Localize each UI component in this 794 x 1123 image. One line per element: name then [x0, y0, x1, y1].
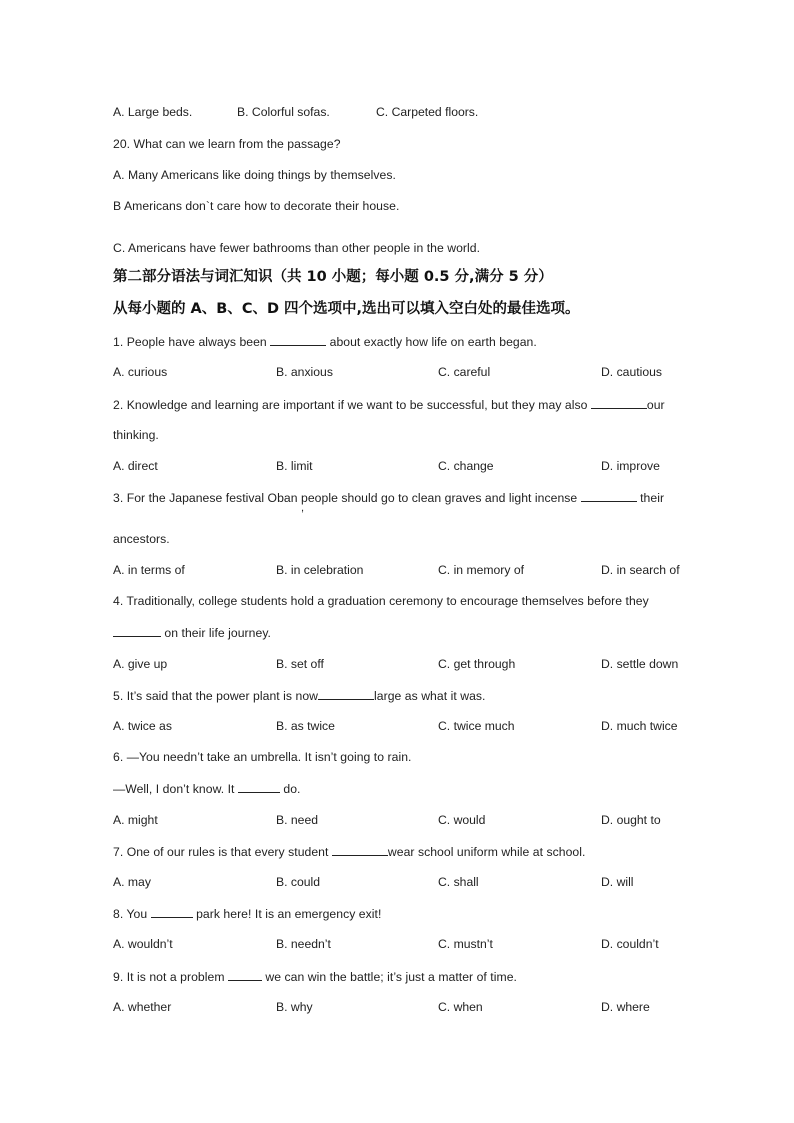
prev-option-a: A. Large beds. [113, 105, 193, 119]
q5-option-c: C. twice much [438, 719, 515, 733]
answer-blank [151, 905, 193, 918]
q9-option-a: A. whether [113, 1000, 172, 1014]
q5-option-a: A. twice as [113, 719, 172, 733]
q9-option-c: C. when [438, 1000, 483, 1014]
question-1 [113, 333, 537, 350]
question-6-pre: —Well, I don’t know. It [113, 782, 238, 796]
question-7-post: wear school uniform while at school. [387, 845, 586, 859]
question-7-pre: 7. One of our rules is that every student [113, 845, 332, 859]
question-3-continued: ancestors. [113, 532, 170, 546]
q9-option-d: D. where [601, 1000, 650, 1014]
question-6: 6. —You needn’t take an umbrella. It isn’t going to rain. [113, 750, 412, 764]
question-3-mid: people should go to clean graves and light incense [297, 491, 581, 505]
q4-option-b: B. set off [276, 657, 324, 671]
q7-option-a: A. may [113, 875, 151, 889]
q4-option-c: C. get through [438, 657, 516, 671]
question-8 [113, 905, 381, 922]
answer-blank [332, 843, 388, 856]
q6-option-a: A. might [113, 813, 158, 827]
question-8-pre: 8. You [113, 907, 151, 921]
question-7 [113, 843, 585, 860]
question-9-post: we can win the battle; it’s just a matter of time. [261, 970, 517, 984]
q2-option-d: D. improve [601, 459, 660, 473]
question-4: 4. Traditionally, college students hold a graduation ceremony to encourage themselves before they [113, 594, 649, 608]
q3-option-d: D. in search of [601, 563, 680, 577]
q7-option-b: B. could [276, 875, 321, 889]
q7-option-d: D. will [601, 875, 634, 889]
answer-blank [581, 489, 637, 502]
q3-option-a: A. in terms of [113, 563, 185, 577]
q4-option-a: A. give up [113, 657, 168, 671]
q5-option-d: D. much twice [601, 719, 678, 733]
question-4-post: on their life journey. [161, 626, 271, 640]
answer-blank [113, 624, 161, 637]
question-2-pre: 2. Knowledge and learning are important if we want to be successful, but they may also [113, 398, 591, 412]
q3-option-c: C. in memory of [438, 563, 525, 577]
answer-blank [228, 968, 262, 981]
q20-option-b: B Americans don`t care how to decorate their house. [113, 199, 400, 213]
question-5-pre: 5. It’s said that the power plant is now [113, 689, 319, 703]
answer-blank [318, 687, 374, 700]
q2-option-a: A. direct [113, 459, 158, 473]
section-instruction: 从每小题的 A、B、C、D 四个选项中,选出可以填入空白处的最佳选项。 [113, 301, 580, 317]
q7-option-c: C. shall [438, 875, 479, 889]
q6-option-d: D. ought to [601, 813, 661, 827]
question-5 [113, 687, 485, 704]
question-4-continued [113, 624, 271, 641]
q6-option-c: C. would [438, 813, 486, 827]
question-8-post: park here! It is an emergency exit! [192, 907, 382, 921]
q2-option-c: C. change [438, 459, 494, 473]
question-9-pre: 9. It is not a problem [113, 970, 228, 984]
question-3-comma: , [301, 502, 305, 514]
q1-option-c: C. careful [438, 365, 491, 379]
question-3-pre: 3. For the Japanese festival Oban [113, 491, 298, 505]
question-2 [113, 396, 665, 413]
answer-blank [270, 333, 326, 346]
q20-stem: 20. What can we learn from the passage? [113, 137, 341, 151]
question-3 [113, 489, 664, 506]
q1-option-b: B. anxious [276, 365, 333, 379]
q3-option-b: B. in celebration [276, 563, 364, 577]
prev-option-c: C. Carpeted floors. [376, 105, 479, 119]
question-2-post: our [646, 398, 665, 412]
question-9 [113, 968, 517, 985]
question-1-post: about exactly how life on earth began. [326, 335, 537, 349]
answer-blank [591, 396, 647, 409]
q1-option-a: A. curious [113, 365, 168, 379]
q2-option-b: B. limit [276, 459, 313, 473]
question-1-pre: 1. People have always been [113, 335, 271, 349]
question-2-continued: thinking. [113, 428, 159, 442]
answer-blank [238, 780, 280, 793]
q9-option-b: B. why [276, 1000, 313, 1014]
section-title: 第二部分语法与词汇知识（共 10 小题；每小题 0.5 分,满分 5 分） [113, 269, 553, 285]
question-6-reply [113, 780, 300, 797]
q8-option-b: B. needn’t [276, 937, 331, 951]
q20-option-c: C. Americans have fewer bathrooms than other people in the world. [113, 241, 481, 255]
question-6-post: do. [279, 782, 301, 796]
q8-option-d: D. couldn’t [601, 937, 659, 951]
q20-option-a: A. Many Americans like doing things by themselves. [113, 168, 396, 182]
prev-option-b: B. Colorful sofas. [237, 105, 330, 119]
q4-option-d: D. settle down [601, 657, 679, 671]
q8-option-c: C. mustn’t [438, 937, 493, 951]
q6-option-b: B. need [276, 813, 319, 827]
q5-option-b: B. as twice [276, 719, 335, 733]
q8-option-a: A. wouldn’t [113, 937, 173, 951]
question-5-post: large as what it was. [374, 689, 486, 703]
q1-option-d: D. cautious [601, 365, 662, 379]
question-3-post: their [636, 491, 665, 505]
